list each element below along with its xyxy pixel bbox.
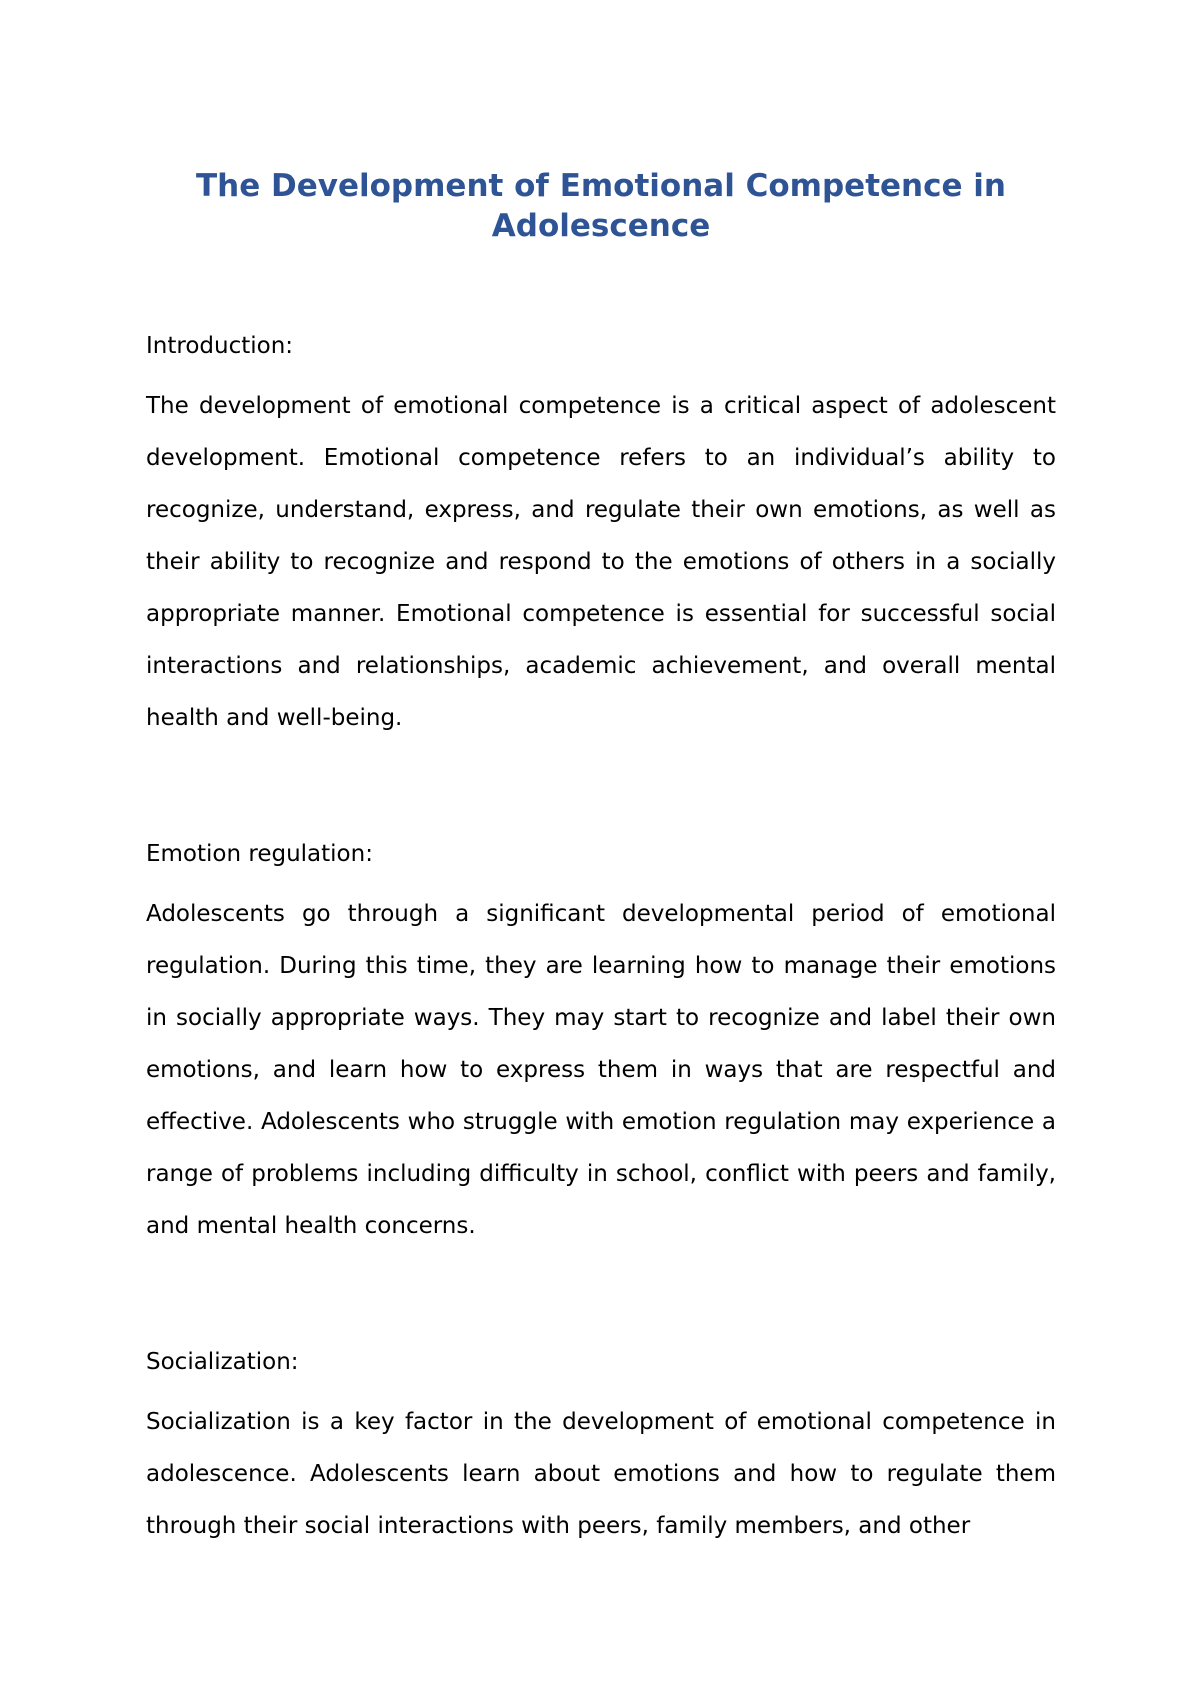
- document-body: [146, 320, 1056, 1552]
- section-spacer: [146, 1252, 1056, 1336]
- section-heading: Socialization:: [146, 1349, 299, 1375]
- section-heading: Emotion regulation:: [146, 841, 373, 867]
- section-introduction: [146, 320, 1056, 744]
- section-socialization: [146, 1336, 1056, 1552]
- section-heading: Introduction:: [146, 333, 294, 359]
- section-emotion-regulation: [146, 828, 1056, 1252]
- section-paragraph: The development of emotional competence is a critical aspect of adolescent development. Emotional competence refers to an individual’s ability to recognize, understand, express, and regulate their own emotions, as well as their ability to recognize and respond to the emotions of others in a socially appropriate manner. Emotional competence is essential for successful social interactions and relationships, academic achievement, and overall mental health and well-being.: [146, 393, 1056, 731]
- section-paragraph: Adolescents go through a significant developmental period of emotional regulation. During this time, they are learning how to manage their emotions in socially appropriate ways. They may start to recognize and label their own emotions, and learn how to express them in ways that are respectful and effective. Adolescents who struggle with emotion regulation may experience a range of problems including difficulty in school, conflict with peers and family, and mental health concerns.: [146, 901, 1056, 1239]
- section-spacer: [146, 744, 1056, 828]
- section-paragraph: Socialization is a key factor in the development of emotional competence in adolescence. Adolescents learn about emotions and how to regulate them through their social interactions with peers, family members, and other: [146, 1409, 1056, 1539]
- document-title: The Development of Emotional Competence in Adolescence: [195, 168, 1006, 244]
